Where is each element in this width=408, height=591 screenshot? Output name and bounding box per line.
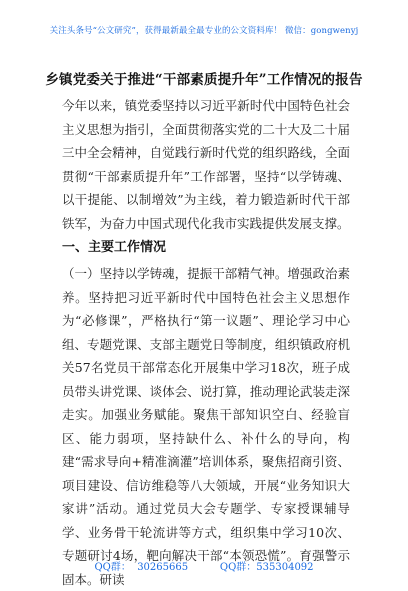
paragraph-study: （一）坚持以学铸魂，提振干部精气神。增强政治素养。坚持把习近平新时代中国特色社会主义思想作为“必修课”，严格执行“第一议题”、理论学习中心组、专题党课、支部主题党日等制度，组织镇政府机关57名党员干部常态化开展集中学习18次，班子成员带头讲党课、谈体会、说打算，推动理论武装走深走实。加强业务赋能。聚焦干部知识空白、经验盲区、能力弱项，坚持缺什么、补什么的导向，构建“需求导向+精准滴灌”培训体系，聚焦招商引资、项目建设、信访维稳等八大领域，开展“业务知识大家讲”活动。通过党员大会专题学、专家授课辅导学、业务骨干轮流讲等方式，组织集中学习10次、专题研讨4场，靶向解决干部“本领恐慌”。育强警示固本。研读	[62, 266, 350, 587]
qq-group-contact: QQ群： 30265665 QQ群：535304092	[94, 562, 314, 573]
promo-banner: 关注头条号“公文研究”，获得最新最全最专业的公文资料库！ 微信：gongwenyj	[49, 26, 359, 36]
section-heading-main-work: 一、主要工作情况	[62, 240, 167, 255]
intro-paragraph: 今年以来，镇党委坚持以习近平新时代中国特色社会主义思想为指引，全面贯彻落实党的二十大及二十届三中全会精神，自觉践行新时代党的组织路线，全面贯彻“干部素质提升年”工作部署，坚持“以学铸魂、以干提能、以制增效”为主线，着力锻造新时代干部铁军，为奋力中国式现代化我市实践提供发展支撑。	[62, 98, 350, 231]
document-title: 乡镇党委关于推进“干部素质提升年”工作情况的报告	[45, 72, 363, 88]
